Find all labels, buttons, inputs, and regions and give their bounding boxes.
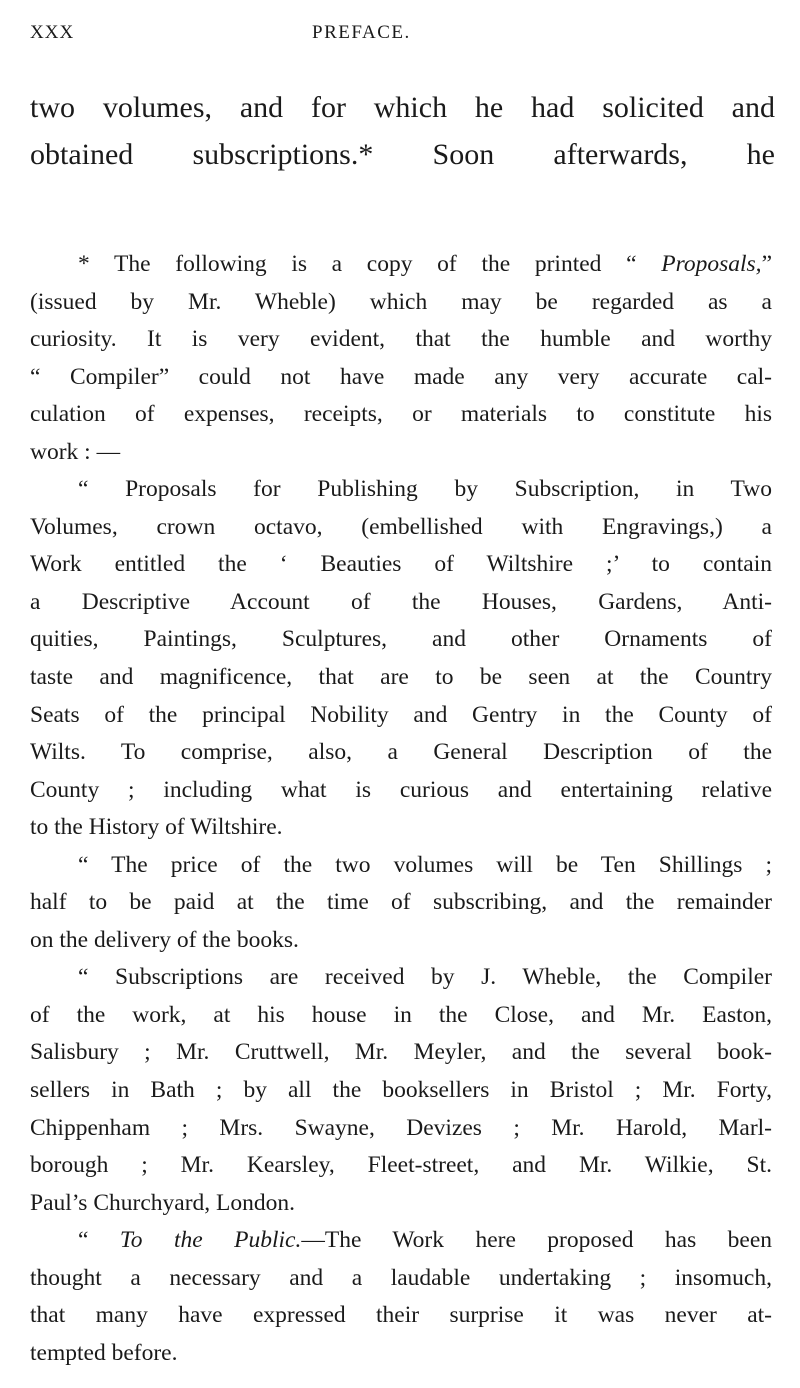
text-line: “ Compiler” could not have made any very accurate cal- <box>30 363 772 390</box>
text-line: half to be paid at the time of subscribing, and the remainder <box>30 889 772 916</box>
text-line: Wilts. To comprise, also, a General Description of the <box>30 739 772 766</box>
italic-text: To the Public. <box>119 1227 302 1254</box>
text-line: on the delivery of the books. <box>30 926 299 953</box>
text-line: Volumes, crown octavo, (embellished with Engravings,) a <box>30 513 772 540</box>
text-line: work : — <box>30 438 121 465</box>
text-segment: ” <box>761 251 772 277</box>
italic-text: Proposals, <box>661 251 762 277</box>
text-line: to the History of Wiltshire. <box>30 814 283 841</box>
text-line: borough ; Mr. Kearsley, Fleet-street, and Mr. Wilkie, St. <box>30 1152 772 1179</box>
text-line: of the work, at his house in the Close, and Mr. Easton, <box>30 1001 772 1028</box>
text-line: Seats of the principal Nobility and Gentry in the County of <box>30 701 772 728</box>
text-line: “ Proposals for Publishing by Subscription, in Two <box>78 476 772 503</box>
text-line: Salisbury ; Mr. Cruttwell, Mr. Meyler, and the several book- <box>30 1039 772 1066</box>
text-line <box>30 246 772 284</box>
text-line: two volumes, and for which he had solicited and <box>30 91 775 124</box>
text-line: Chippenham ; Mrs. Swayne, Devizes ; Mr. Harold, Marl- <box>30 1114 772 1141</box>
text-line: culation of expenses, receipts, or materials to constitute his <box>30 401 772 428</box>
text-line: curiosity. It is very evident, that the humble and worthy <box>30 326 772 353</box>
footnote <box>30 246 772 1372</box>
text-line: (issued by Mr. Wheble) which may be regarded as a <box>30 288 772 315</box>
page-number: XXX <box>30 22 75 43</box>
text-line <box>30 1222 772 1260</box>
text-line: obtained subscriptions.* Soon afterwards, he <box>30 138 775 171</box>
text-line: quities, Paintings, Sculptures, and other Ornaments of <box>30 626 772 653</box>
text-line: sellers in Bath ; by all the booksellers in Bristol ; Mr. Forty, <box>30 1077 772 1104</box>
text-line: Paul’s Churchyard, London. <box>30 1189 295 1216</box>
body-text <box>30 84 775 178</box>
text-line: “ The price of the two volumes will be Ten Shillings ; <box>78 851 772 878</box>
text-segment: —The Work here proposed has been <box>301 1227 773 1254</box>
text-line: “ Subscriptions are received by J. Wheble, the Compiler <box>78 964 772 991</box>
text-segment: “ <box>78 1227 120 1254</box>
text-line: a Descriptive Account of the Houses, Gardens, Anti- <box>30 588 772 615</box>
text-segment: * The following is a copy of the printed “ <box>78 251 662 277</box>
text-line: tempted before. <box>30 1339 178 1366</box>
text-line: that many have expressed their surprise it was never at- <box>30 1302 772 1329</box>
text-line: Work entitled the ‘ Beauties of Wiltshire ;’ to contain <box>30 551 772 578</box>
running-head: PREFACE. <box>312 22 411 43</box>
text-line: taste and magnificence, that are to be seen at the Country <box>30 664 772 691</box>
text-line: thought a necessary and a laudable undertaking ; insomuch, <box>30 1264 772 1291</box>
text-line: County ; including what is curious and entertaining relative <box>30 776 772 803</box>
